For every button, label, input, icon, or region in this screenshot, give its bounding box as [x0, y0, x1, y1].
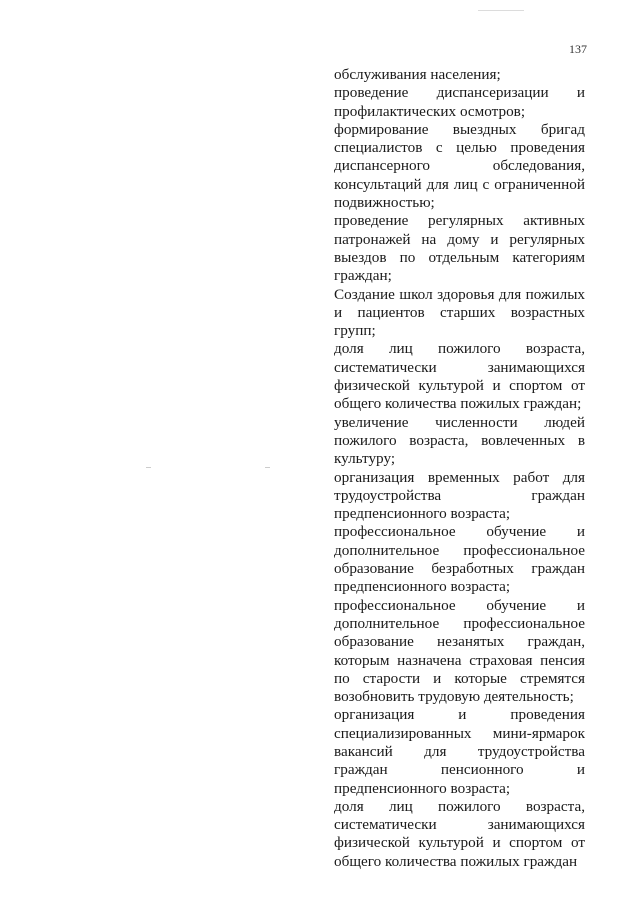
paragraph-3: формирование выездных бригад специалистов с целью проведения диспансерного обследования, консультаций для лиц с ограниченной подвижностью; — [334, 120, 585, 212]
scan-artifact-left — [146, 467, 151, 468]
page-number: 137 — [569, 42, 587, 56]
paragraph-2: проведение диспансеризации и профилактических осмотров; — [334, 84, 585, 120]
paragraph-6: доля лиц пожилого возраста, систематически занимающихся физической культурой и спортом от общего количества пожилых граждан; — [334, 340, 585, 413]
paragraph-10: профессиональное обучение и дополнительное профессиональное образование незанятых граждан, которым назначена страховая пенсия по старости и которые стремятся возобновить трудовую деятельность; — [334, 596, 585, 706]
paragraph-5: Создание школ здоровья для пожилых и пациентов старших возрастных групп; — [334, 285, 585, 340]
paragraph-11: организация и проведения специализированных мини-ярмарок вакансий для трудоустройства граждан пенсионного и предпенсионного возраста; — [334, 706, 585, 797]
paragraph-12: доля лиц пожилого возраста, систематически занимающихся физической культурой и спортом от общего количества пожилых граждан — [334, 797, 585, 870]
paragraph-9: профессиональное обучение и дополнительное профессиональное образование безработных граждан предпенсионного возраста; — [334, 523, 585, 596]
paragraph-4: проведение регулярных активных патронажей на дому и регулярных выездов по отдельным категориям граждан; — [334, 212, 585, 285]
document-text-column — [334, 66, 585, 871]
paragraph-8: организация временных работ для трудоустройства граждан предпенсионного возраста; — [334, 468, 585, 523]
paragraph-1: обслуживания населения; — [334, 66, 501, 83]
paragraph-7: увеличение численности людей пожилого возраста, вовлеченных в культуру; — [334, 413, 585, 468]
scan-artifact-top — [478, 10, 524, 11]
scan-artifact-center — [265, 467, 270, 468]
